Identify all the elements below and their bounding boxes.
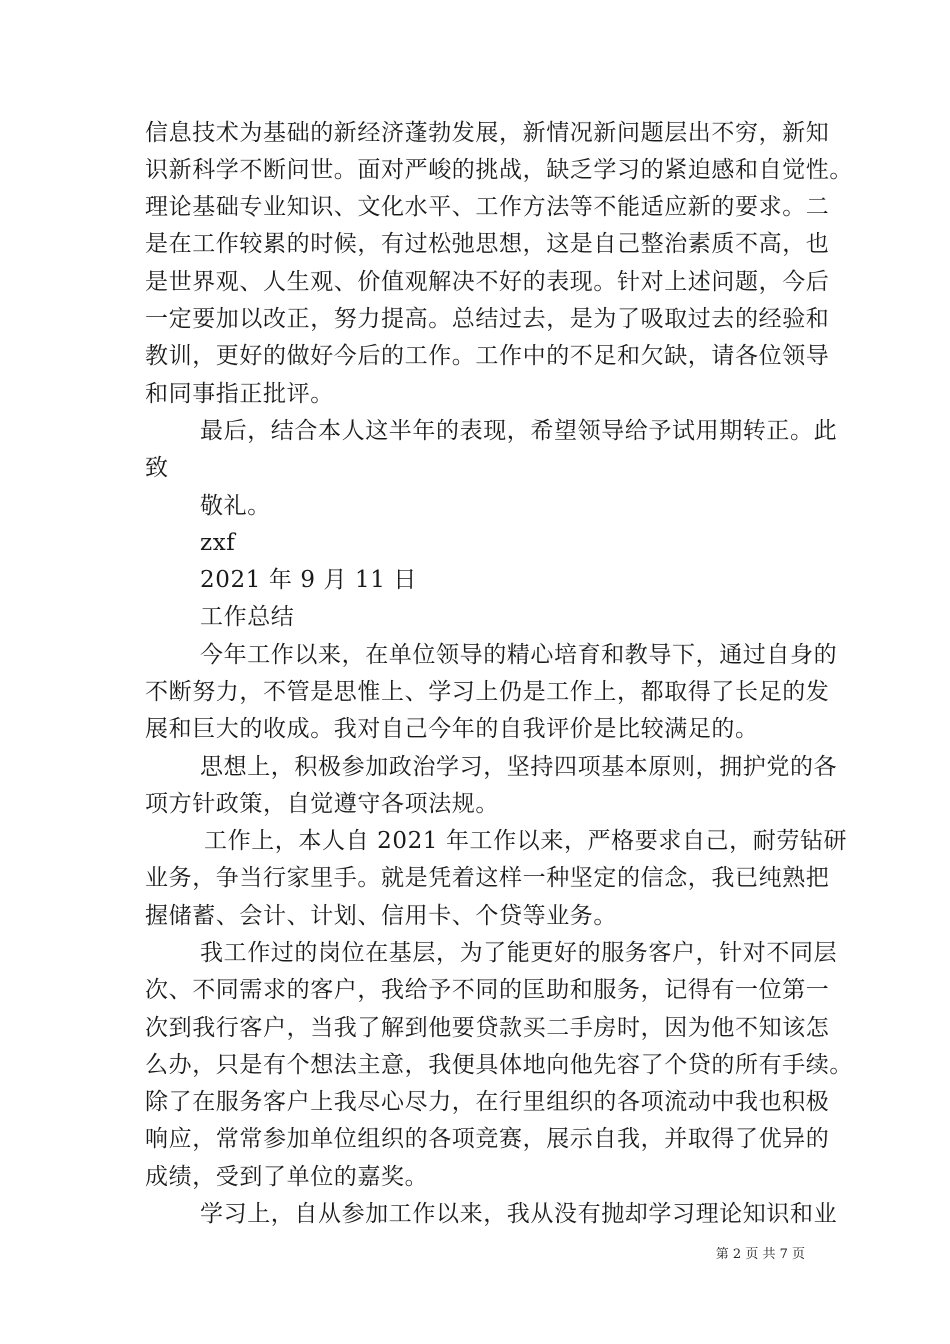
text-line: 除了在服务客户上我尽心尽力，在行里组织的各项流动中我也积极 <box>145 1089 830 1115</box>
text-line: 是世界观、人生观、价值观解决不好的表现。针对上述问题，今后 <box>145 269 830 295</box>
text-line: 成绩，受到了单位的嘉奖。 <box>145 1164 429 1190</box>
signature-date: 2021 年 9 月 11 日 <box>200 567 417 593</box>
text-line: 识新科学不断问世。面对严峻的挑战，缺乏学习的紧迫感和自觉性。 <box>145 157 853 183</box>
text-line: 不断努力，不管是思惟上、学习上仍是工作上，都取得了长足的发 <box>145 679 830 705</box>
text-line: 信息技术为基础的新经济蓬勃发展，新情况新问题层出不穷，新知 <box>145 120 830 146</box>
section-title: 工作总结 <box>200 604 295 630</box>
text-line: 和同事指正批评。 <box>145 381 334 407</box>
page-number: 第 2 页 共 7 页 <box>715 1247 805 1262</box>
text-line: 教训，更好的做好今后的工作。工作中的不足和欠缺，请各位领导 <box>145 343 830 369</box>
text-line: 项方针政策，自觉遵守各项法规。 <box>145 791 499 817</box>
text-line: 最后，结合本人这半年的表现，希望领导给予试用期转正。此 <box>200 418 838 444</box>
text-line: 么办，只是有个想法主意，我便具体地向他先容了个贷的所有手续。 <box>145 1052 853 1078</box>
signature-name: zxf <box>200 530 236 556</box>
text-line: 业务，争当行家里手。就是凭着这样一种坚定的信念，我已纯熟把 <box>145 865 830 891</box>
text-line: 工作上，本人自 2021 年工作以来，严格要求自己，耐劳钻研 <box>204 828 848 854</box>
text-line: 一定要加以改正，努力提高。总结过去，是为了吸取过去的经验和 <box>145 306 830 332</box>
text-line: 理论基础专业知识、文化水平、工作方法等不能适应新的要求。二 <box>145 194 830 220</box>
text-line: 是在工作较累的时候，有过松弛思想，这是自己整治素质不高，也 <box>145 231 830 257</box>
text-line: 学习上，自从参加工作以来，我从没有抛却学习理论知识和业 <box>200 1201 838 1227</box>
text-line: 我工作过的岗位在基层，为了能更好的服务客户，针对不同层 <box>200 940 838 966</box>
text-line: 响应，常常参加单位组织的各项竞赛，展示自我，并取得了优异的 <box>145 1126 830 1152</box>
salutation-line: 敬礼。 <box>200 493 271 519</box>
text-line: 握储蓄、会计、计划、信用卡、个贷等业务。 <box>145 903 617 929</box>
text-line: 致 <box>145 455 169 481</box>
text-line: 次到我行客户，当我了解到他要贷款买二手房时，因为他不知该怎 <box>145 1015 830 1041</box>
text-line: 次、不同需求的客户，我给予不同的匡助和服务，记得有一位第一 <box>145 977 830 1003</box>
text-line: 思想上，积极参加政治学习，坚持四项基本原则，拥护党的各 <box>200 754 838 780</box>
text-line: 展和巨大的收成。我对自己今年的自我评价是比较满足的。 <box>145 716 759 742</box>
text-line: 今年工作以来，在单位领导的精心培育和教导下，通过自身的 <box>200 642 838 668</box>
